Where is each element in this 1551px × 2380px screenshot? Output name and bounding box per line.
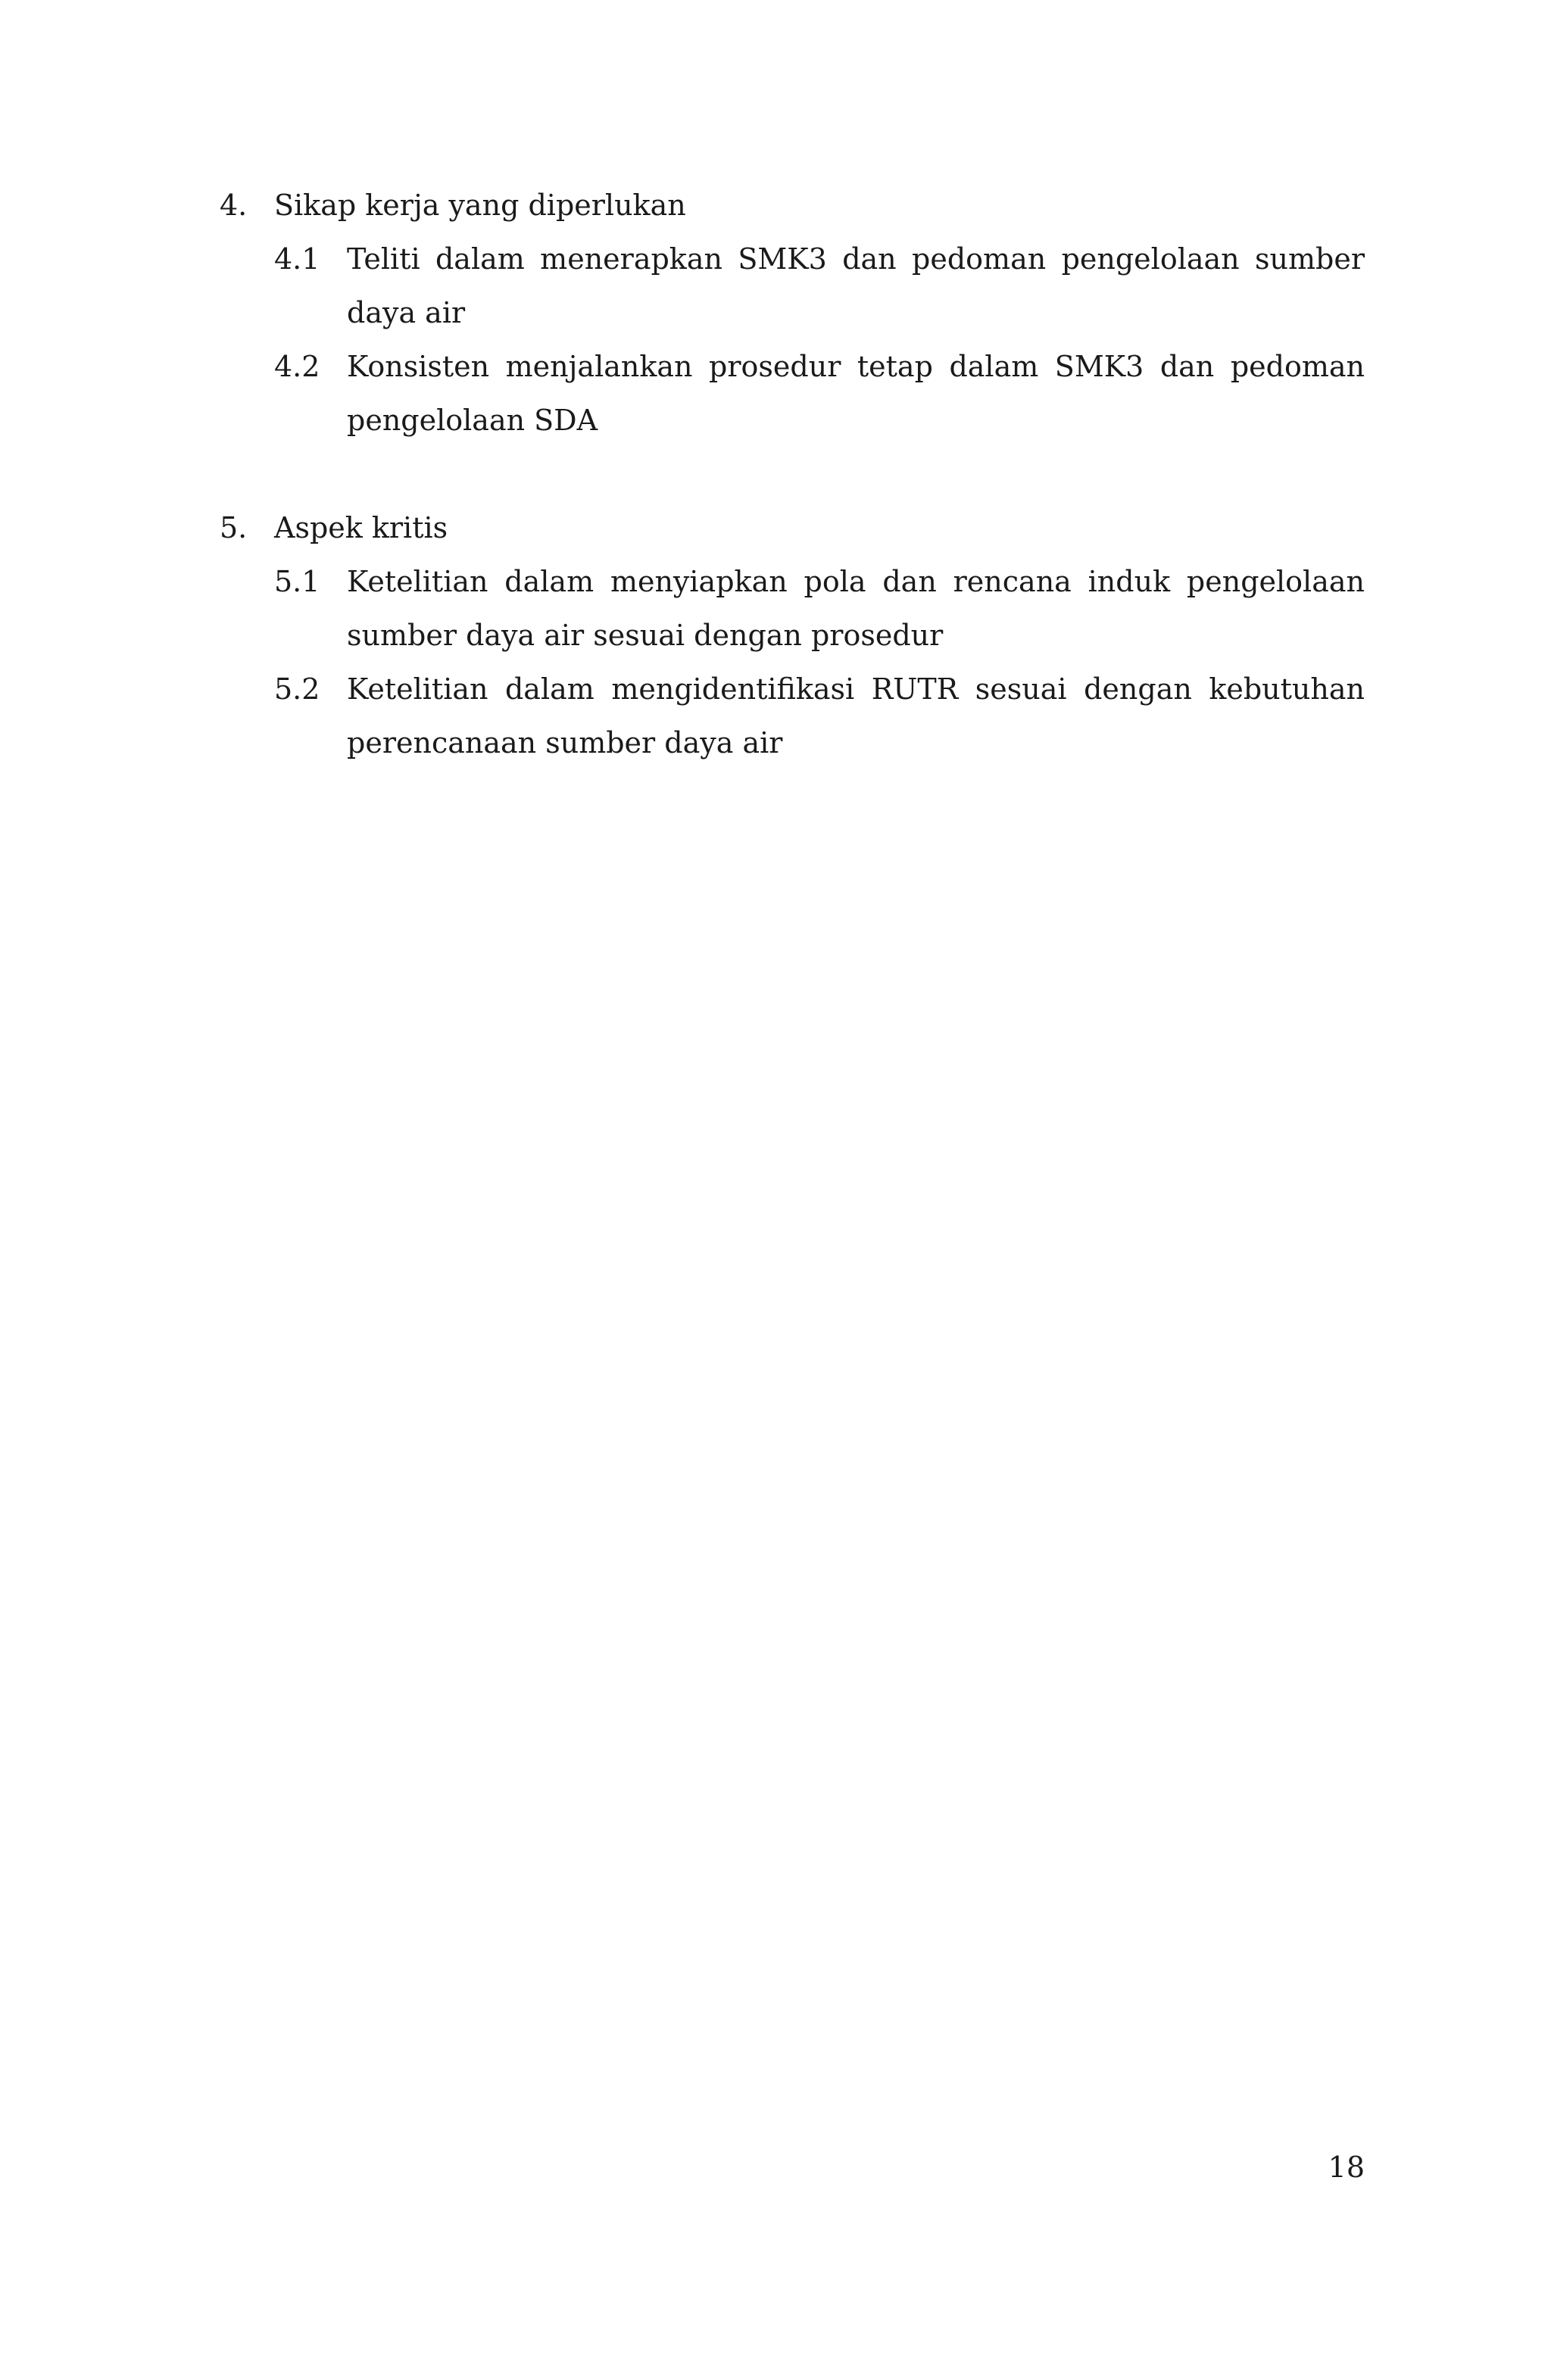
item-text: Konsisten menjalankan prosedur tetap dalam SMK3 dan pedoman pengelolaan SDA (347, 350, 1365, 437)
item-number: 4.1 (274, 242, 320, 276)
page-number: 18 (1328, 2151, 1365, 2184)
section-aspek-kritis (220, 501, 1365, 770)
item-number: 4.2 (274, 350, 320, 383)
item-text: Teliti dalam menerapkan SMK3 dan pedoman pengelolaan sumber daya air (347, 242, 1365, 329)
list-item (220, 555, 1365, 663)
section-title: Aspek kritis (274, 511, 448, 544)
section-title: Sikap kerja yang diperlukan (274, 189, 686, 222)
list-item (220, 663, 1365, 770)
section-number: 5. (220, 511, 248, 544)
section-heading (220, 501, 1365, 555)
list-item (220, 232, 1365, 340)
section-sikap-kerja (220, 179, 1365, 448)
item-text: Ketelitian dalam menyiapkan pola dan rencana induk pengelolaan sumber daya air sesuai dengan prosedur (347, 565, 1365, 652)
item-number: 5.2 (274, 672, 320, 706)
section-number: 4. (220, 189, 248, 222)
section-heading (220, 179, 1365, 232)
list-item (220, 340, 1365, 448)
item-number: 5.1 (274, 565, 320, 598)
item-text: Ketelitian dalam mengidentifikasi RUTR sesuai dengan kebutuhan perencanaan sumber daya air (347, 672, 1365, 760)
